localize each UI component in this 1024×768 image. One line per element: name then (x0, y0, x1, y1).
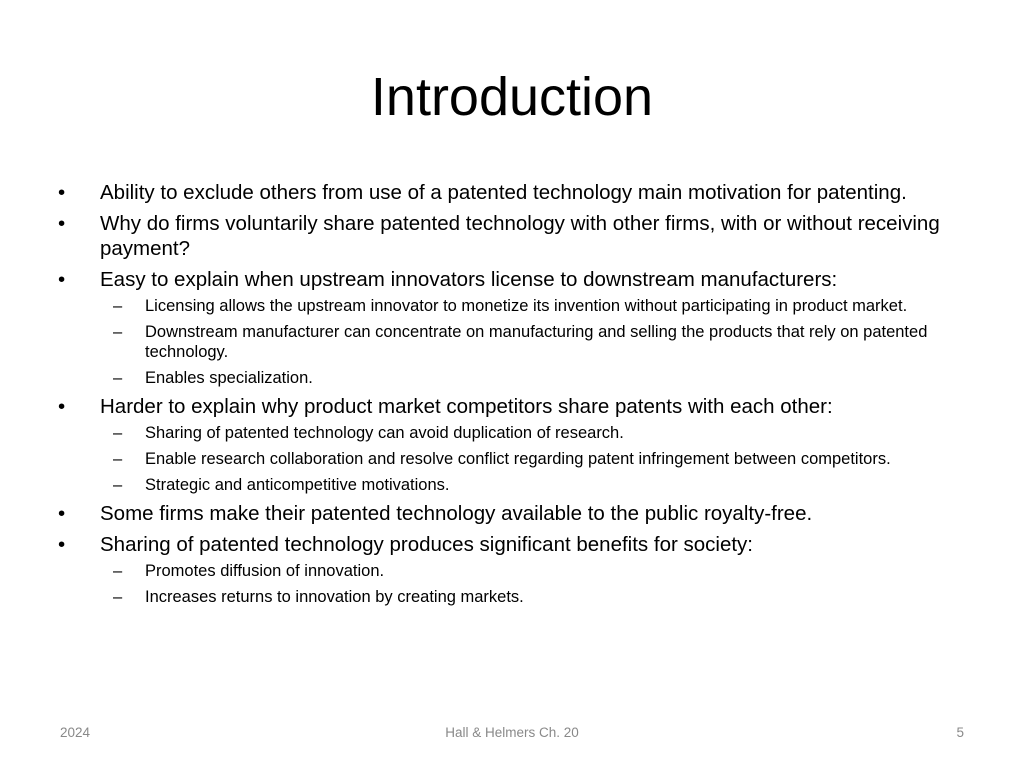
sub-bullet-item (100, 561, 976, 581)
bullet-icon: • (58, 533, 66, 556)
dash-icon: – (113, 562, 123, 580)
bullet-text: Harder to explain why product market competitors share patents with each other: (100, 395, 833, 418)
bullet-item (56, 211, 976, 261)
bullet-icon: • (58, 181, 66, 204)
bullet-icon: • (58, 268, 66, 291)
slide-title: Introduction (370, 67, 654, 127)
sub-bullet-item (100, 449, 976, 469)
sub-bullet-item (100, 368, 976, 388)
sub-bullet-item (100, 296, 976, 316)
dash-icon: – (113, 369, 123, 387)
sub-bullet-text: Licensing allows the upstream innovator to monetize its invention without participating in product market. (145, 297, 908, 315)
bullet-icon: • (58, 395, 66, 418)
bullet-item (56, 394, 976, 495)
bullet-icon: • (58, 212, 66, 235)
dash-icon: – (113, 588, 123, 606)
bullet-icon: • (58, 502, 66, 525)
sub-bullet-list (100, 423, 976, 495)
sub-bullet-text: Enables specialization. (145, 369, 313, 387)
sub-bullet-text: Downstream manufacturer can concentrate on manufacturing and selling the products that rely on patented technology. (145, 323, 928, 361)
bullet-item (56, 180, 976, 205)
sub-bullet-text: Strategic and anticompetitive motivations. (145, 476, 450, 494)
dash-icon: – (113, 323, 123, 341)
bullet-text: Some firms make their patented technology available to the public royalty-free. (100, 502, 813, 525)
dash-icon: – (113, 424, 123, 442)
bullet-item (56, 501, 976, 526)
dash-icon: – (113, 297, 123, 315)
sub-bullet-list (100, 561, 976, 607)
bullet-text: Why do firms voluntarily share patented technology with other firms, with or without receiving payment? (100, 212, 940, 260)
sub-bullet-item (100, 322, 976, 362)
dash-icon: – (113, 476, 123, 494)
footer-date: 2024 (60, 725, 91, 740)
sub-bullet-text: Promotes diffusion of innovation. (145, 562, 385, 580)
sub-bullet-text: Sharing of patented technology can avoid duplication of research. (145, 424, 624, 442)
sub-bullet-item (100, 423, 976, 443)
bullet-item (56, 267, 976, 388)
bullet-list (56, 180, 976, 613)
bullet-text: Easy to explain when upstream innovators license to downstream manufacturers: (100, 268, 838, 291)
footer-source: Hall & Helmers Ch. 20 (445, 725, 579, 740)
sub-bullet-item (100, 475, 976, 495)
bullet-text: Sharing of patented technology produces significant benefits for society: (100, 533, 753, 556)
sub-bullet-item (100, 587, 976, 607)
bullet-text: Ability to exclude others from use of a patented technology main motivation for patenting. (100, 181, 907, 204)
bullet-item (56, 532, 976, 607)
sub-bullet-list (100, 296, 976, 388)
dash-icon: – (113, 450, 123, 468)
footer-page-number: 5 (956, 725, 964, 740)
sub-bullet-text: Increases returns to innovation by creating markets. (145, 588, 524, 606)
sub-bullet-text: Enable research collaboration and resolve conflict regarding patent infringement between competitors. (145, 450, 891, 468)
